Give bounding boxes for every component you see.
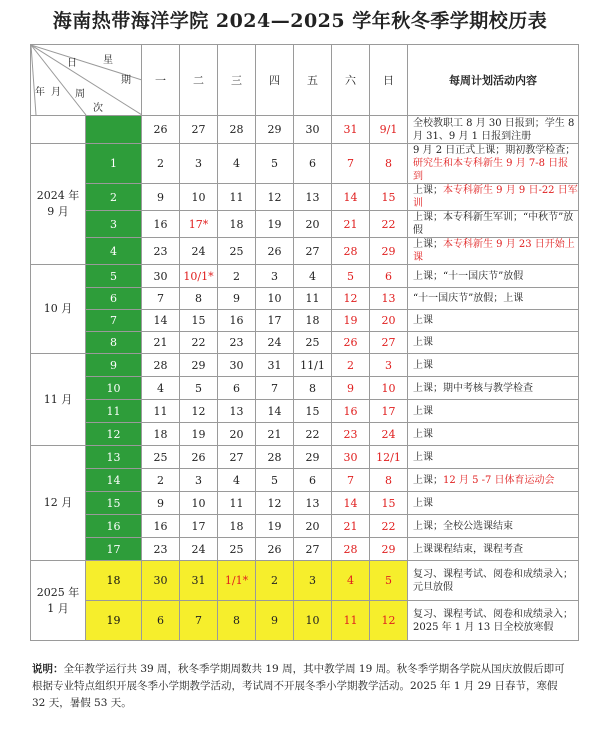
activity-cell	[408, 116, 579, 144]
activity-text: 上课；期中考核与教学检查	[413, 382, 533, 394]
day-cell: 11	[142, 400, 180, 423]
header-row	[31, 45, 579, 116]
day-cell: 10/1*	[180, 265, 218, 288]
day-cell: 31	[180, 561, 218, 601]
day-cell: 29	[256, 116, 294, 144]
corner-label-month: 月	[51, 87, 61, 98]
activity-cell	[408, 492, 579, 515]
day-cell: 20	[370, 310, 408, 332]
day-cell: 6	[218, 377, 256, 400]
day-cell: 29	[370, 238, 408, 265]
calendar-table	[30, 44, 579, 641]
day-cell: 19	[332, 310, 370, 332]
day-cell: 3	[180, 144, 218, 184]
day-cell: 11	[218, 492, 256, 515]
day-cell: 11	[294, 288, 332, 310]
day-cell: 7	[256, 377, 294, 400]
activity-text: 上课；“十一国庆节”放假	[413, 270, 524, 282]
day-cell: 7	[142, 288, 180, 310]
day-cell: 25	[142, 446, 180, 469]
day-cell: 24	[180, 538, 218, 561]
day-cell: 27	[370, 332, 408, 354]
activity-text: 上课；全校公选课结束	[413, 520, 513, 532]
week-number: 13	[86, 446, 142, 469]
day-cell: 4	[218, 469, 256, 492]
day-cell: 10	[370, 377, 408, 400]
day-cell: 20	[294, 211, 332, 238]
day-cell: 23	[142, 238, 180, 265]
day-cell: 10	[256, 288, 294, 310]
day-cell: 14	[142, 310, 180, 332]
day-cell: 23	[332, 423, 370, 446]
activity-cell	[408, 288, 579, 310]
corner-label-day: 日	[67, 58, 77, 69]
day-cell: 18	[294, 310, 332, 332]
day-cell: 31	[256, 354, 294, 377]
day-cell: 5	[370, 561, 408, 601]
day-cell: 7	[180, 601, 218, 641]
calendar-row	[31, 211, 579, 238]
activity-text: 上课	[413, 337, 433, 348]
day-cell: 30	[218, 354, 256, 377]
day-cell: 21	[332, 211, 370, 238]
day-cell: 24	[256, 332, 294, 354]
day-cell: 13	[218, 400, 256, 423]
month-cell: 2024 年 9 月	[31, 144, 86, 265]
day-cell: 14	[332, 184, 370, 211]
activity-text: 上课课程结束，课程考查	[413, 543, 523, 555]
activity-text: “十一国庆节”放假；上课	[413, 293, 524, 304]
activity-header: 每周计划活动内容	[408, 45, 579, 116]
day-cell: 29	[370, 538, 408, 561]
day-cell: 27	[218, 446, 256, 469]
day-cell: 23	[218, 332, 256, 354]
day-cell: 24	[370, 423, 408, 446]
day-cell: 28	[218, 116, 256, 144]
calendar-row	[31, 144, 579, 184]
day-header-thu: 四	[256, 45, 294, 116]
activity-cell	[408, 238, 579, 265]
day-cell: 3	[370, 354, 408, 377]
day-cell: 22	[370, 515, 408, 538]
week-number: 6	[86, 288, 142, 310]
activity-text: 上课	[413, 497, 433, 509]
day-cell: 6	[142, 601, 180, 641]
day-cell: 16	[218, 310, 256, 332]
activity-text: 全校教职工 8 月 30 日报到；学生 8 月 31、9 月 1 日报到注册	[413, 117, 575, 142]
day-header-wed: 三	[218, 45, 256, 116]
day-cell: 21	[256, 423, 294, 446]
activity-cell	[408, 332, 579, 354]
day-cell: 18	[142, 423, 180, 446]
calendar-row	[31, 238, 579, 265]
day-cell: 3	[256, 265, 294, 288]
week-number: 19	[86, 601, 142, 641]
day-cell: 8	[294, 377, 332, 400]
activity-cell	[408, 538, 579, 561]
day-cell: 8	[370, 144, 408, 184]
day-cell: 4	[218, 144, 256, 184]
day-cell: 28	[142, 354, 180, 377]
day-cell: 16	[142, 515, 180, 538]
calendar-row	[31, 377, 579, 400]
day-cell: 4	[142, 377, 180, 400]
day-cell: 19	[256, 515, 294, 538]
corner-label-ci: 次	[93, 103, 103, 114]
week-number: 18	[86, 561, 142, 601]
day-cell: 4	[294, 265, 332, 288]
day-cell: 2	[218, 265, 256, 288]
day-cell: 12	[180, 400, 218, 423]
activity-cell	[408, 144, 579, 184]
week-number: 15	[86, 492, 142, 515]
day-cell: 22	[294, 423, 332, 446]
day-cell: 30	[294, 116, 332, 144]
day-cell: 8	[180, 288, 218, 310]
day-header-sun: 日	[370, 45, 408, 116]
day-cell: 9	[256, 601, 294, 641]
week-number: 11	[86, 400, 142, 423]
week-number	[86, 116, 142, 144]
day-cell: 15	[180, 310, 218, 332]
day-cell: 20	[294, 515, 332, 538]
activity-cell	[408, 423, 579, 446]
day-cell: 22	[180, 332, 218, 354]
week-number: 7	[86, 310, 142, 332]
day-cell: 13	[370, 288, 408, 310]
corner-label-qi: 期	[121, 75, 131, 86]
activity-text-highlight: 本专科新生 9 月 9 日-22 日军训	[413, 185, 578, 209]
day-cell: 11	[332, 601, 370, 641]
page-title: 海南热带海洋学院 2024—2025 学年秋冬季学期校历表	[52, 10, 548, 32]
day-cell: 2	[256, 561, 294, 601]
activity-cell	[408, 211, 579, 238]
footnote-label: 说明：	[32, 663, 64, 675]
footnote-text: 全年教学运行共 39 周，秋冬季学期周数共 19 周，其中教学周 19 周。秋冬季学期各学院从国庆放假后即可根据专业特点组织开展冬季小学期教学活动，考试周不开展冬季小学期教学活动。2025 年 1 月 29 日春节，寒假 32 天，暑假 53 天。	[32, 663, 565, 709]
calendar-row	[31, 561, 579, 601]
week-number: 12	[86, 423, 142, 446]
day-header-tue: 二	[180, 45, 218, 116]
day-cell: 5	[256, 469, 294, 492]
day-cell: 12	[370, 601, 408, 641]
activity-text: 上课	[413, 315, 433, 326]
day-cell: 18	[218, 515, 256, 538]
day-cell: 12	[256, 184, 294, 211]
day-cell: 3	[180, 469, 218, 492]
week-number: 1	[86, 144, 142, 184]
day-cell: 12/1	[370, 446, 408, 469]
calendar-row	[31, 446, 579, 469]
day-cell: 5	[332, 265, 370, 288]
day-header-sat: 六	[332, 45, 370, 116]
week-number: 10	[86, 377, 142, 400]
month-cell: 11 月	[31, 354, 86, 446]
day-cell: 8	[370, 469, 408, 492]
day-cell: 26	[332, 332, 370, 354]
day-cell: 17*	[180, 211, 218, 238]
week-number: 16	[86, 515, 142, 538]
day-cell: 15	[370, 184, 408, 211]
calendar-row	[31, 332, 579, 354]
day-cell: 17	[256, 310, 294, 332]
corner-header	[31, 45, 142, 116]
activity-cell	[408, 561, 579, 601]
activity-cell	[408, 354, 579, 377]
day-cell: 5	[256, 144, 294, 184]
day-cell: 12	[256, 492, 294, 515]
day-cell: 6	[370, 265, 408, 288]
day-cell: 6	[294, 469, 332, 492]
day-cell: 26	[256, 538, 294, 561]
day-cell: 30	[142, 561, 180, 601]
corner-label-star: 星	[103, 55, 113, 66]
activity-cell	[408, 265, 579, 288]
day-cell: 25	[294, 332, 332, 354]
day-cell: 21	[142, 332, 180, 354]
corner-label-zhou: 周	[75, 89, 85, 100]
day-cell: 26	[256, 238, 294, 265]
week-number: 8	[86, 332, 142, 354]
day-cell: 7	[332, 469, 370, 492]
day-cell: 30	[332, 446, 370, 469]
day-cell: 15	[370, 492, 408, 515]
calendar-row	[31, 265, 579, 288]
day-cell: 16	[142, 211, 180, 238]
footnote	[32, 661, 572, 712]
calendar-row	[31, 469, 579, 492]
day-cell: 15	[294, 400, 332, 423]
day-cell: 14	[256, 400, 294, 423]
day-cell: 12	[332, 288, 370, 310]
calendar-row	[31, 116, 579, 144]
activity-text: 上课；	[413, 185, 443, 196]
day-cell: 25	[218, 538, 256, 561]
day-cell: 28	[332, 238, 370, 265]
day-cell: 13	[294, 184, 332, 211]
day-cell: 28	[256, 446, 294, 469]
activity-cell	[408, 310, 579, 332]
day-cell: 19	[256, 211, 294, 238]
activity-cell	[408, 400, 579, 423]
calendar-row	[31, 354, 579, 377]
calendar-row	[31, 492, 579, 515]
day-cell: 19	[180, 423, 218, 446]
week-number: 3	[86, 211, 142, 238]
day-cell: 23	[142, 538, 180, 561]
day-cell: 1/1*	[218, 561, 256, 601]
day-cell: 27	[294, 238, 332, 265]
activity-text: 9 月 2 日正式上课；期初教学检查；	[413, 145, 576, 156]
day-cell: 27	[180, 116, 218, 144]
calendar-row	[31, 515, 579, 538]
activity-text: 上课	[413, 451, 433, 463]
day-cell: 3	[294, 561, 332, 601]
day-cell: 10	[294, 601, 332, 641]
calendar-row	[31, 601, 579, 641]
day-cell: 21	[332, 515, 370, 538]
day-cell: 17	[180, 515, 218, 538]
day-cell: 2	[332, 354, 370, 377]
day-cell: 6	[294, 144, 332, 184]
activity-cell	[408, 601, 579, 641]
month-cell: 12 月	[31, 446, 86, 561]
day-cell: 9	[332, 377, 370, 400]
day-cell: 7	[332, 144, 370, 184]
day-cell: 2	[142, 144, 180, 184]
month-cell: 2025 年 1 月	[31, 561, 86, 641]
activity-cell	[408, 446, 579, 469]
calendar-row	[31, 184, 579, 211]
day-cell: 25	[218, 238, 256, 265]
activity-text: 上课	[413, 428, 433, 440]
activity-text: 上课	[413, 405, 433, 417]
day-cell: 17	[370, 400, 408, 423]
activity-text-highlight: 研究生和本专科新生 9 月 7-8 日报到	[413, 158, 569, 182]
day-cell: 4	[332, 561, 370, 601]
day-cell: 26	[180, 446, 218, 469]
day-cell: 26	[142, 116, 180, 144]
week-number: 17	[86, 538, 142, 561]
activity-cell	[408, 377, 579, 400]
month-cell: 10 月	[31, 265, 86, 354]
day-cell: 29	[294, 446, 332, 469]
day-cell: 30	[142, 265, 180, 288]
week-number: 14	[86, 469, 142, 492]
day-header-mon: 一	[142, 45, 180, 116]
activity-text-highlight: 12 月 5 -7 日体育运动会	[443, 474, 555, 486]
activity-text-highlight: 本专科新生 9 月 23 日开始上课	[413, 239, 575, 263]
day-cell: 31	[332, 116, 370, 144]
day-cell: 14	[332, 492, 370, 515]
day-cell: 22	[370, 211, 408, 238]
day-header-fri: 五	[294, 45, 332, 116]
day-cell: 29	[180, 354, 218, 377]
day-cell: 16	[332, 400, 370, 423]
day-cell: 10	[180, 492, 218, 515]
day-cell: 10	[180, 184, 218, 211]
day-cell: 13	[294, 492, 332, 515]
week-number: 2	[86, 184, 142, 211]
day-cell: 5	[180, 377, 218, 400]
day-cell: 27	[294, 538, 332, 561]
activity-text: 上课；本专科新生军训；“中秋节”放假	[413, 212, 574, 236]
activity-cell	[408, 184, 579, 211]
day-cell: 9	[142, 184, 180, 211]
day-cell: 9	[142, 492, 180, 515]
day-cell: 11/1	[294, 354, 332, 377]
activity-cell	[408, 469, 579, 492]
calendar-row	[31, 288, 579, 310]
calendar-row	[31, 400, 579, 423]
month-cell-empty	[31, 116, 86, 144]
corner-label-year: 年	[35, 87, 45, 98]
calendar-row	[31, 538, 579, 561]
activity-text: 上课；	[413, 239, 443, 250]
calendar-row	[31, 310, 579, 332]
day-cell: 28	[332, 538, 370, 561]
week-number: 5	[86, 265, 142, 288]
day-cell: 20	[218, 423, 256, 446]
activity-text: 上课	[413, 359, 433, 371]
day-cell: 9	[218, 288, 256, 310]
activity-text: 上课；	[413, 474, 443, 486]
day-cell: 9/1	[370, 116, 408, 144]
activity-cell	[408, 515, 579, 538]
day-cell: 24	[180, 238, 218, 265]
week-number: 9	[86, 354, 142, 377]
day-cell: 8	[218, 601, 256, 641]
day-cell: 18	[218, 211, 256, 238]
day-cell: 11	[218, 184, 256, 211]
activity-text: 复习、课程考试、阅卷和成绩录入；2025 年 1 月 13 日全校放寒假	[413, 608, 573, 633]
week-number: 4	[86, 238, 142, 265]
day-cell: 2	[142, 469, 180, 492]
calendar-row	[31, 423, 579, 446]
activity-text: 复习、课程考试、阅卷和成绩录入；元旦放假	[413, 568, 573, 593]
